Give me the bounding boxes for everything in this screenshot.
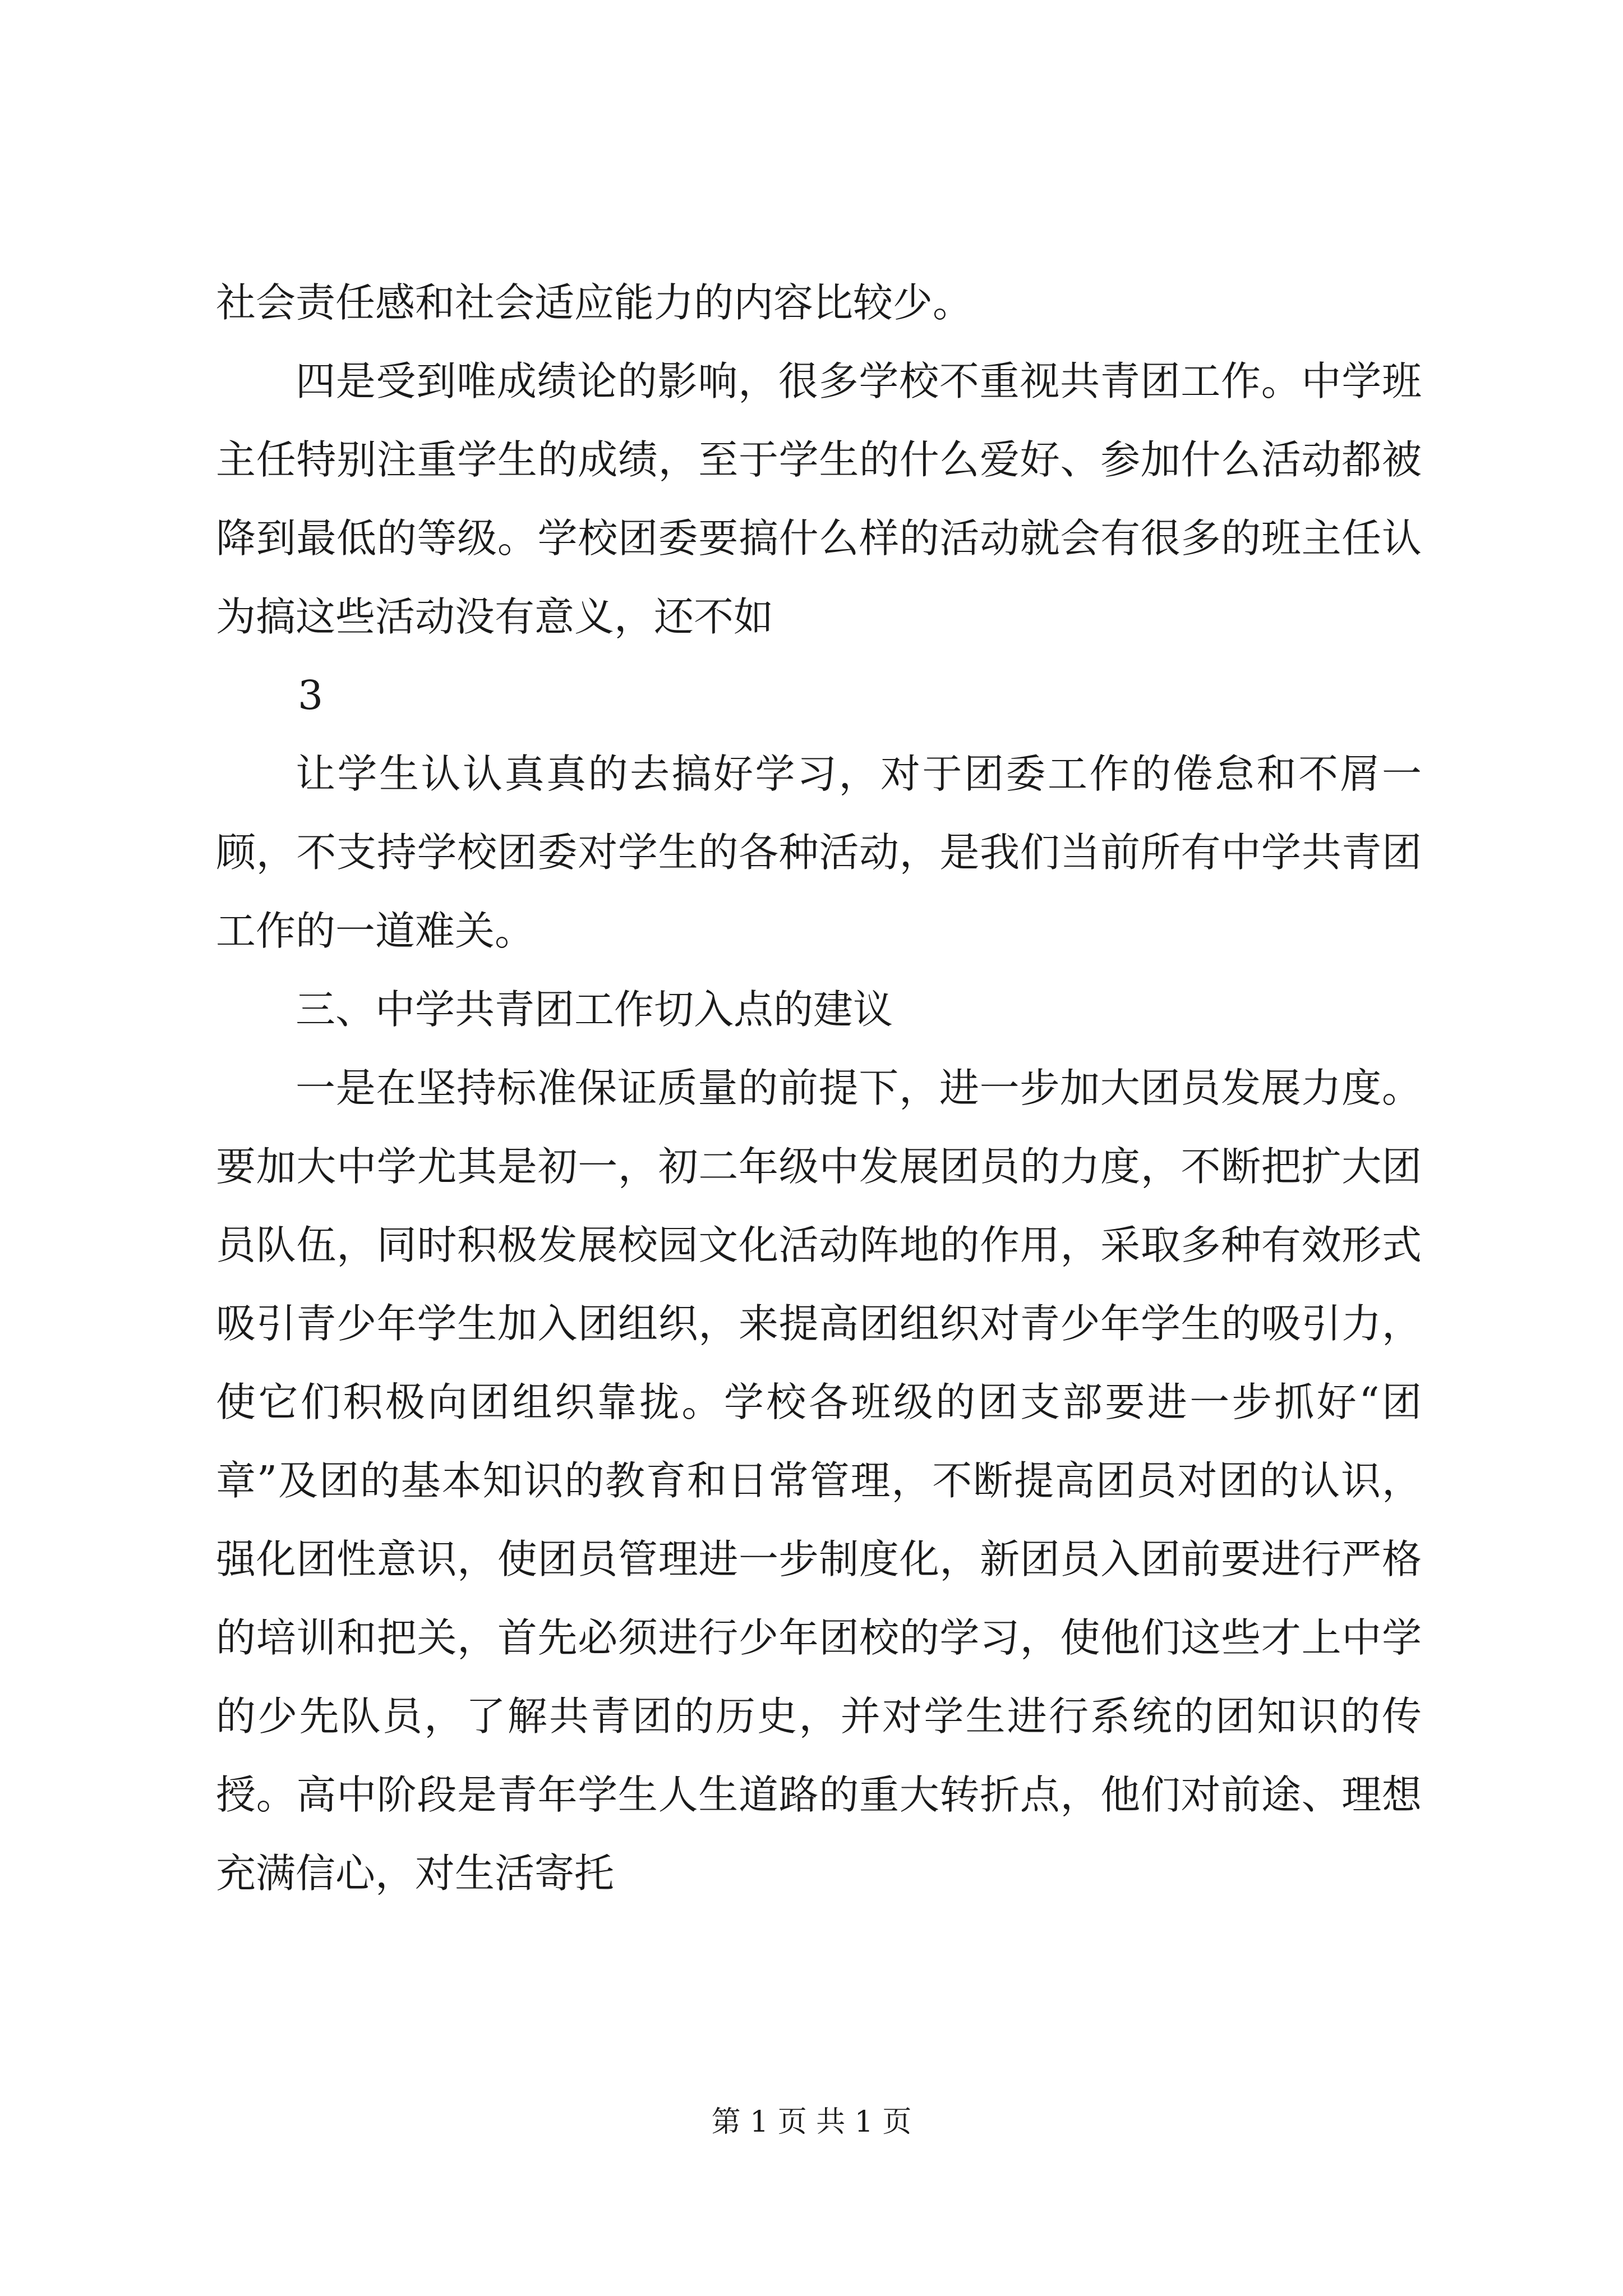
section-heading: 三、中学共青团工作切入点的建议: [296, 986, 893, 1033]
document-body: [216, 264, 1422, 1913]
paragraph-4: 一是在坚持标准保证质量的前提下，进一步加大团员发展力度。要加大中学尤其是初一，初二年级中发展团员的力度，不断把扩大团员队伍，同时积极发展校园文化活动阵地的作用，采取多种有效形式吸引青少年学生加入团组织，来提高团组织对青少年学生的吸引力，使它们积极向团组织靠拢。学校各班级的团支部要进一步抓好“团章”及团的基本知识的教育和日常管理，不断提高团员对团的认识，强化团性意识，使团员管理进一步制度化，新团员入团前要进行严格的培训和把关，首先必须进行少年团校的学习，使他们这些才上中学的少先队员，了解共青团的历史，并对学生进行系统的团知识的传授。高中阶段是青年学生人生道路的重大转折点，他们对前途、理想充满信心，对生活寄托: [216, 1065, 1422, 1897]
page-footer: 第 1 页 共 1 页: [711, 2105, 912, 2139]
source-page-number: 3: [298, 672, 324, 719]
paragraph-3: 让学生认认真真的去搞好学习，对于团委工作的倦怠和不屑一顾，不支持学校团委对学生的各种活动，是我们当前所有中学共青团工作的一道难关。: [216, 751, 1422, 954]
paragraph-2: 四是受到唯成绩论的影响，很多学校不重视共青团工作。中学班主任特别注重学生的成绩，至于学生的什么爱好、参加什么活动都被降到最低的等级。学校团委要搞什么样的活动就会有很多的班主任认为搞这些活动没有意义，还不如: [216, 358, 1422, 640]
paragraph-1: 社会责任感和社会适应能力的内容比较少。: [216, 279, 973, 326]
